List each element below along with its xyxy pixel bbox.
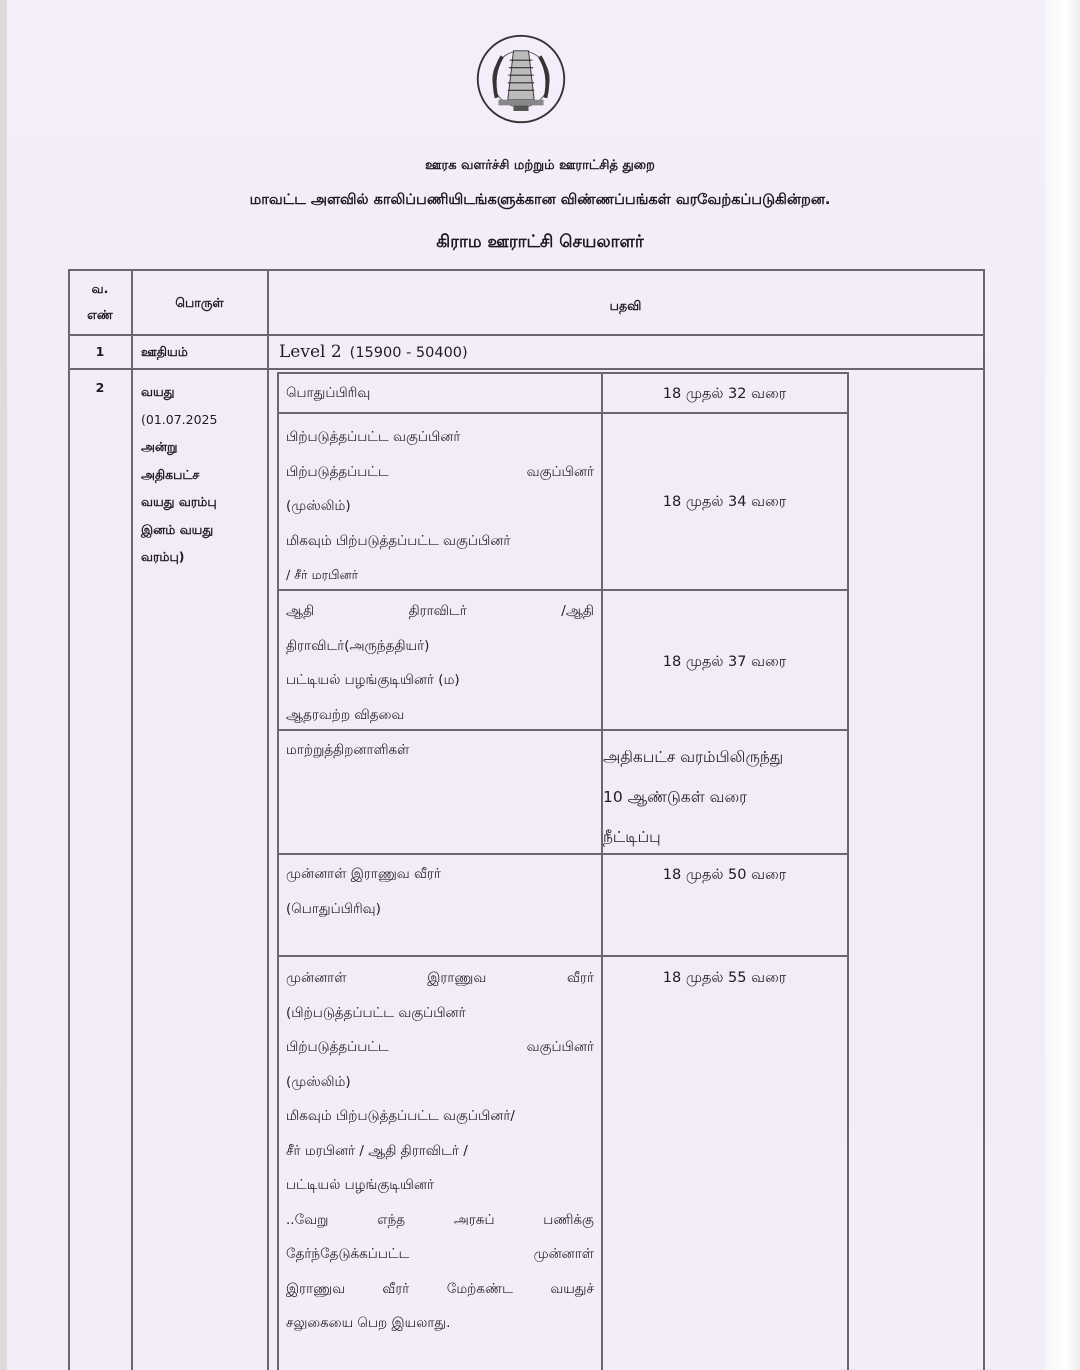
category-bc-mbc [286, 420, 594, 593]
recruitment-notice: மாவட்ட அளவில் காலிப்பணியிடங்களுக்கான விண்ணப்பங்கள் வரவேற்கப்படுகின்றன. [249, 192, 831, 208]
table-border-right [983, 269, 985, 1370]
category-line: / சீர் மரபினர் [286, 567, 359, 582]
table-border-top [68, 269, 985, 271]
category-ex-servicemen-reserved [286, 961, 594, 1341]
category-word: முன்னாள் [533, 1246, 594, 1262]
inner-table-left [277, 372, 279, 1370]
category-line: (பொதுப்பிரிவு) [286, 900, 381, 917]
category-word: வீரர் [382, 1280, 410, 1297]
category-line: திராவிடர்(அருந்ததியர்) [286, 637, 430, 654]
category-word: வயதுச் [550, 1280, 594, 1297]
category-word: இராணுவ [286, 1280, 346, 1297]
category-line: ஆதரவற்ற விதவை [286, 706, 405, 723]
category-line [286, 594, 594, 629]
category-line: மிகவும் பிற்படுத்தப்பட்ட வகுப்பினர்/ [286, 1108, 515, 1124]
table-column-divider [131, 269, 133, 1370]
category-word: திராவிடர் [408, 603, 467, 619]
table-column-divider [267, 269, 269, 1370]
category-line: பிற்படுத்தப்பட்ட வகுப்பினர் [286, 429, 461, 445]
category-word: /ஆதி [561, 603, 594, 619]
row1-pay-level [279, 342, 468, 362]
row1-serial: 1 [95, 344, 105, 359]
tamil-nadu-emblem-icon [474, 32, 568, 126]
row2-subject [141, 378, 217, 571]
category-word: வகுப்பினர் [526, 463, 594, 480]
table-row-divider [68, 334, 985, 336]
age-limit-disabled [603, 737, 843, 857]
header-serial [69, 276, 131, 328]
age-limit-ex-servicemen-general: 18 முதல் 50 வரை [662, 867, 787, 883]
category-line [286, 1272, 594, 1307]
table-row-divider [68, 368, 985, 370]
row2-serial: 2 [95, 380, 105, 395]
category-general [286, 376, 594, 411]
subject-line: வயது வரம்பு [141, 494, 217, 509]
age-limit-sc-st: 18 முதல் 37 வரை [662, 654, 787, 670]
category-word: தேர்ந்தேடுக்கப்பட்ட [286, 1246, 410, 1262]
category-sc-st [286, 594, 594, 732]
department-heading: ஊரக வளர்ச்சி மற்றும் ஊராட்சித் துறை [425, 158, 655, 173]
category-line [286, 961, 594, 996]
inner-table-top [277, 372, 848, 374]
category-line: சீர் மரபினர் / ஆதி திராவிடர் / [286, 1142, 468, 1159]
category-line: (பிற்படுத்தப்பட்ட வகுப்பினர் [286, 1004, 466, 1021]
category-line: (முஸ்லிம்) [286, 498, 351, 514]
category-line [286, 1237, 594, 1272]
inner-row-divider [277, 955, 848, 957]
inner-row-divider [277, 412, 848, 414]
category-line: (முஸ்லிம்) [286, 1073, 351, 1090]
age-limit-ex-servicemen-reserved: 18 முதல் 55 வரை [662, 970, 787, 986]
header-post: பதவி [609, 298, 642, 313]
pay-range: (15900 - 50400) [349, 345, 468, 361]
category-word: ..வேறு [286, 1211, 329, 1228]
category-word: பணிக்கு [543, 1211, 594, 1228]
age-line: நீட்டிப்பு [603, 828, 661, 846]
subject-line: அதிகபட்ச [141, 466, 200, 482]
category-line: பட்டியல் பழங்குடியினர் (ம) [286, 672, 460, 688]
category-word: பிற்படுத்தப்பட்ட [286, 463, 389, 480]
category-line: சலுகையை பெற இயலாது. [286, 1315, 451, 1331]
category-line: முன்னாள் இராணுவ வீரர் [286, 866, 441, 882]
category-line: மிகவும் பிற்படுத்தப்பட்ட வகுப்பினர் [286, 532, 511, 549]
category-line: பட்டியல் பழங்குடியினர் [286, 1177, 435, 1193]
category-word: முன்னாள் [286, 970, 347, 986]
header-serial-line1: வ. [91, 281, 109, 296]
category-line [286, 455, 594, 490]
category-word: இராணுவ [427, 970, 487, 986]
header-serial-line2: எண் [87, 307, 113, 322]
category-word: அரசுப் [453, 1211, 495, 1228]
row1-subject: ஊதியம் [141, 344, 188, 359]
subject-line: வரம்பு) [141, 549, 185, 564]
category-word: எந்த [377, 1211, 406, 1228]
age-line: அதிகபட்ச வரம்பிலிருந்து [603, 748, 784, 766]
category-word: ஆதி [286, 603, 315, 619]
category-line: மாற்றுத்திறனாளிகள் [286, 742, 410, 758]
category-disabled [286, 733, 594, 768]
age-line: 10 ஆண்டுகள் வரை [603, 788, 748, 806]
category-word: வீரர் [567, 970, 594, 986]
subject-line: வயது [141, 384, 175, 399]
subject-line: (01.07.2025 [141, 411, 218, 427]
category-line [286, 1030, 594, 1065]
post-title: கிராம ஊராட்சி செயலாளர் [436, 232, 644, 252]
category-word: வகுப்பினர் [526, 1039, 594, 1055]
category-ex-servicemen-general [286, 857, 594, 926]
age-limit-general: 18 முதல் 32 வரை [662, 386, 787, 402]
pay-level: Level 2 [279, 342, 342, 362]
age-limit-bc-mbc: 18 முதல் 34 வரை [662, 494, 787, 510]
subject-line: அன்று [141, 439, 178, 454]
table-border-left [68, 269, 70, 1370]
header-subject: பொருள் [175, 295, 224, 310]
subject-line: இனம் வயது [141, 521, 214, 537]
category-line: பொதுப்பிரிவு [286, 385, 371, 401]
category-line [286, 1203, 594, 1238]
category-word: மேற்கண்ட [446, 1280, 513, 1297]
category-word: பிற்படுத்தப்பட்ட [286, 1039, 389, 1055]
inner-table-right [847, 372, 849, 1370]
